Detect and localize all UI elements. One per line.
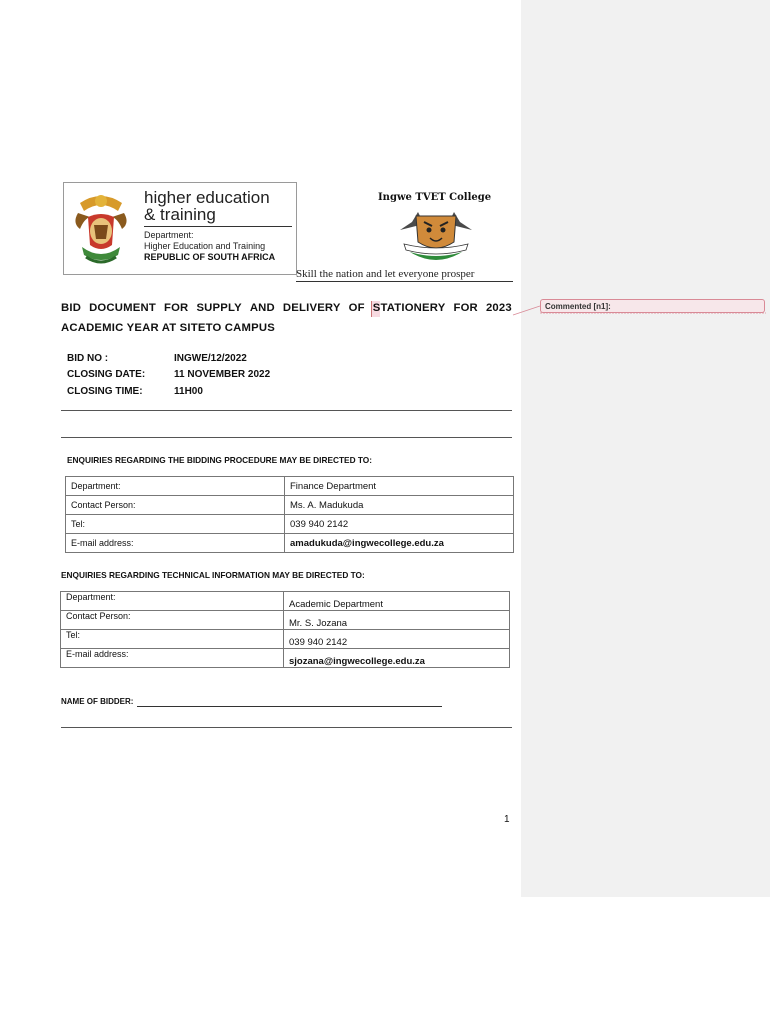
header-rule [296, 281, 513, 282]
college-tagline: Skill the nation and let everyone prosper [296, 268, 475, 280]
dhet-dept-label: Department: [144, 230, 194, 240]
title-word: FOR [163, 302, 189, 314]
table-row [66, 496, 514, 515]
table-row [61, 611, 510, 630]
divider-rule [61, 437, 512, 438]
bidder-name-label: NAME OF BIDDER: [61, 697, 134, 706]
table-cell-label: Tel: [66, 515, 285, 534]
dhet-logo-box [63, 182, 297, 275]
comment-pane [521, 0, 770, 897]
bidding-contact-table [65, 476, 514, 553]
comment-label: Commented [n1]: [545, 302, 611, 311]
divider-rule [61, 410, 512, 411]
document-title-line2: ACADEMIC YEAR AT SITETO CAMPUS [61, 322, 275, 334]
title-word: BID [61, 302, 82, 314]
technical-enquiries-heading: ENQUIRIES REGARDING TECHNICAL INFORMATION MAY BE DIRECTED TO: [61, 570, 365, 580]
dhet-logo-line1: higher education [144, 188, 270, 207]
table-cell-value: Academic Department [284, 592, 510, 611]
table-row [61, 649, 510, 668]
ingwe-college-crest-icon [396, 208, 476, 264]
document-title-line1 [61, 302, 512, 314]
closing-date-value: 11 NOVEMBER 2022 [174, 369, 271, 380]
bidder-name-field[interactable] [137, 706, 442, 707]
title-word: OF [348, 302, 365, 314]
table-cell-label: Contact Person: [61, 611, 284, 630]
table-row [61, 630, 510, 649]
title-word: DELIVERY [282, 302, 341, 314]
comment-balloon[interactable] [540, 299, 765, 313]
title-word: FOR [453, 302, 478, 314]
table-cell-value: 039 940 2142 [285, 515, 514, 534]
table-cell-value: 039 940 2142 [284, 630, 510, 649]
table-row [66, 515, 514, 534]
table-cell-value: Ms. A. Madukuda [285, 496, 514, 515]
table-cell-value: Mr. S. Jozana [284, 611, 510, 630]
table-cell-value: Finance Department [285, 477, 514, 496]
closing-time-label: CLOSING TIME: [67, 386, 143, 397]
table-cell-label: Department: [66, 477, 285, 496]
table-cell-label: E-mail address: [66, 534, 285, 553]
bid-no-label: BID NO : [67, 353, 109, 364]
dhet-logo-rule [144, 226, 292, 227]
bidding-enquiries-heading: ENQUIRIES REGARDING THE BIDDING PROCEDURE MAY BE DIRECTED TO: [67, 455, 373, 465]
email-link[interactable]: amadukuda@ingwecollege.edu.za [285, 534, 514, 553]
coat-of-arms-icon [68, 189, 134, 269]
table-cell-label: Tel: [61, 630, 284, 649]
table-row [61, 592, 510, 611]
dhet-logo-line2: & training [144, 205, 216, 224]
bid-no-value: INGWE/12/2022 [174, 353, 247, 364]
title-word: AND [249, 302, 275, 314]
dhet-dept-name: Higher Education and Training [144, 241, 266, 251]
divider-rule [61, 727, 512, 728]
college-name: Ingwe TVET College [378, 192, 492, 203]
title-word: STATIONERY [372, 302, 446, 314]
email-link[interactable]: sjozana@ingwecollege.edu.za [284, 649, 510, 668]
technical-contact-table [60, 591, 510, 668]
dhet-country: REPUBLIC OF SOUTH AFRICA [144, 252, 276, 262]
table-cell-label: Contact Person: [66, 496, 285, 515]
page-number: 1 [504, 814, 510, 825]
table-cell-label: Department: [61, 592, 284, 611]
title-word: DOCUMENT [89, 302, 156, 314]
table-row [66, 477, 514, 496]
closing-date-label: CLOSING DATE: [67, 369, 146, 380]
title-word: 2023 [485, 302, 512, 314]
title-word: SUPPLY [196, 302, 242, 314]
closing-time-value: 11H00 [174, 386, 203, 397]
table-cell-label: E-mail address: [61, 649, 284, 668]
table-row [66, 534, 514, 553]
